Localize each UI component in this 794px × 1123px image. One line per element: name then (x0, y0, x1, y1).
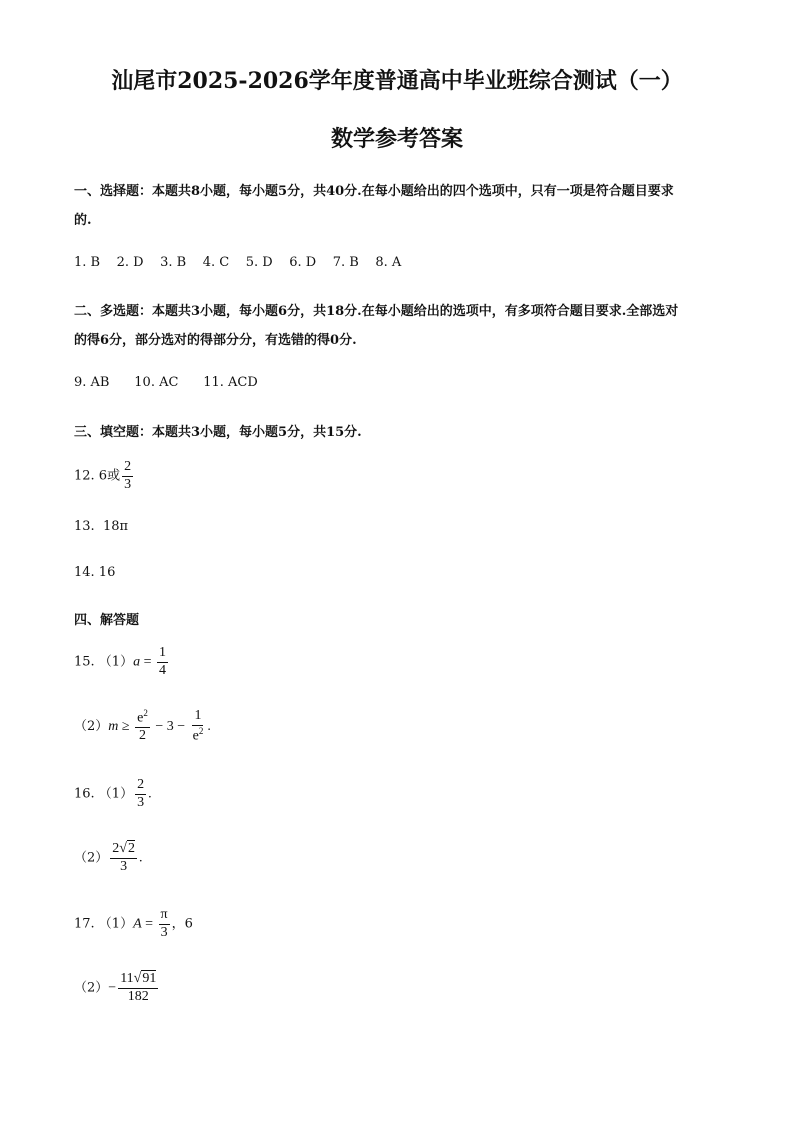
page-title: 汕尾市2025-2026学年度普通高中毕业班综合测试（一） (111, 68, 683, 94)
page-subtitle: 数学参考答案 (330, 126, 463, 152)
answer-17-part2-label: （2） (74, 980, 109, 996)
answer-15-part2-fraction2 (191, 709, 206, 744)
fraction-numerator: 1 (157, 646, 168, 663)
answer-12 (74, 460, 135, 492)
answer-12-label: 12. 6或 (74, 468, 121, 484)
minus-three-minus: − 3 − (151, 719, 189, 735)
fraction-denominator: 4 (158, 662, 166, 678)
fraction-numerator: π (159, 908, 170, 925)
fraction-denominator: 2 (138, 728, 146, 744)
fraction-denominator: 3 (137, 794, 145, 810)
equals-sign: = (140, 654, 155, 670)
period: . (138, 850, 143, 866)
period: . (148, 786, 152, 802)
answer-17-part1-fraction (159, 908, 170, 940)
fraction-denominator (191, 726, 206, 744)
fraction-numerator: 2 (135, 778, 146, 795)
answer-15-part2-label: （2） (74, 719, 109, 735)
variable-m: m (108, 719, 119, 735)
coefficient: 2 (112, 841, 120, 856)
answer-17-part2 (74, 972, 160, 1004)
answer-15-part2 (74, 709, 211, 744)
section3-intro: 三、填空题：本题共3小题，每小题5分，共15分. (74, 425, 362, 440)
period: . (207, 719, 211, 735)
fraction-numerator (135, 709, 150, 728)
answer-17-part1-label: 17. （1） (74, 916, 134, 932)
answer-16-part2-label: （2） (74, 850, 109, 866)
variable-A: A (133, 916, 142, 932)
answer-17-part2-fraction (118, 972, 158, 1004)
coefficient: 11 (120, 971, 134, 986)
section2-intro-line1: 二、多选题：本题共3小题，每小题6分，共18分.在每小题给出的选项中，有多项符合题目要求.全部选对 (74, 304, 679, 319)
fraction-denominator: 182 (127, 988, 149, 1004)
answer-15-part2-fraction1 (135, 709, 150, 744)
answer-14: 14. 16 (74, 565, 116, 580)
section1-answers: 1. B 2. D 3. B 4. C 5. D 6. D 7. B 8. A (74, 255, 402, 270)
variable-a: a (133, 654, 141, 670)
ge-sign: ≥ (118, 719, 134, 735)
answer-15-part1 (74, 646, 170, 678)
fraction-numerator: 2√2 (110, 842, 137, 859)
section1-intro-line2: 的. (74, 213, 92, 228)
answer-16-part1-fraction (135, 778, 146, 810)
fraction-numerator: 1 (192, 709, 203, 726)
equals-sign: = (141, 916, 157, 932)
section2-intro-line2: 的得6分，部分选对的得部分分，有选错的得0分. (74, 333, 357, 348)
fraction-numerator: 11√91 (118, 972, 158, 989)
base-e: e (192, 728, 199, 744)
radicand: 91 (142, 971, 157, 986)
base-e: e (137, 710, 144, 726)
minus-sign: − (108, 980, 117, 996)
answer-17-part1-tail: ，6 (171, 916, 193, 932)
answer-17-part1 (74, 908, 193, 940)
exponent: 2 (143, 708, 148, 718)
answer-15-part1-label: 15. （1） (74, 654, 134, 670)
answer-15-part1-fraction (157, 646, 168, 678)
fraction-denominator: 3 (160, 924, 168, 940)
fraction-denominator: 3 (124, 476, 132, 492)
answer-12-fraction (122, 460, 133, 492)
section4-intro: 四、解答题 (74, 613, 140, 628)
answer-16-part1-label: 16. （1） (74, 786, 134, 802)
section2-answers: 9. AB 10. AC 11. ACD (74, 375, 258, 390)
answer-16-part2-fraction (110, 842, 137, 874)
section1-intro-line1: 一、选择题：本题共8小题，每小题5分，共40分.在每小题给出的四个选项中，只有一项是符合题目要求 (74, 184, 674, 199)
answer-13: 13. 18π (74, 519, 129, 534)
answer-16-part2 (74, 842, 142, 874)
radicand: 2 (127, 841, 135, 856)
exponent: 2 (198, 725, 204, 736)
answer-16-part1 (74, 778, 152, 810)
fraction-numerator: 2 (122, 460, 133, 477)
fraction-denominator: 3 (120, 858, 128, 874)
